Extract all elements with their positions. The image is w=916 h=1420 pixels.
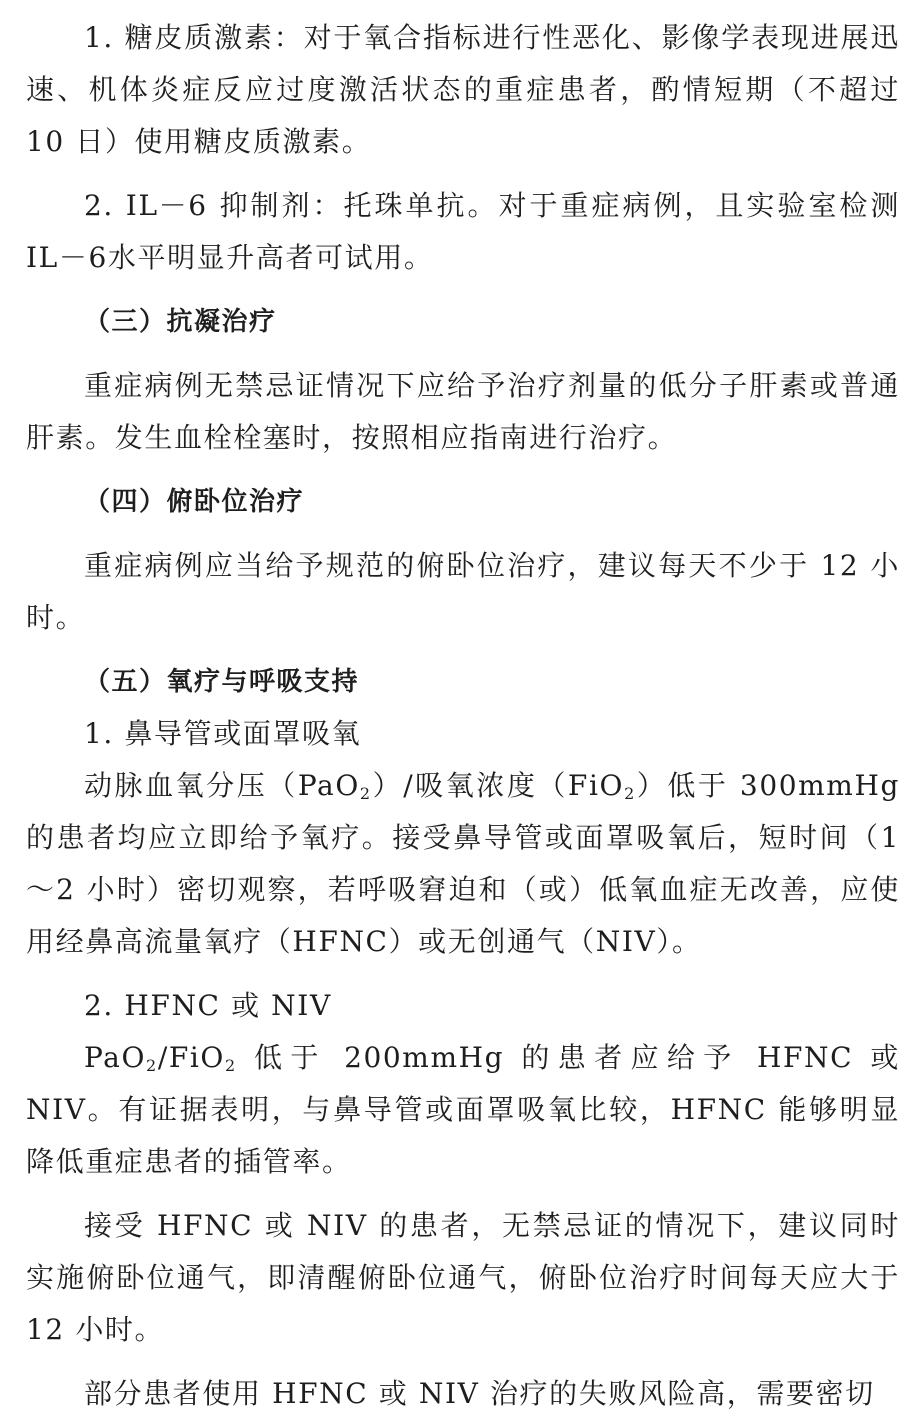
text-run: 低于 200mmHg 的患者应给予 HFNC 或 NIV。有证据表明，与鼻导管或面罩吸氧比较，HFNC 能够明显降低重症患者的插管率。	[26, 1041, 900, 1178]
document-page	[26, 12, 900, 1420]
subscript: 2	[146, 1056, 158, 1075]
section-heading-anticoagulation: （三）抗凝治疗	[84, 307, 277, 337]
subheading-nasal-cannula: 1. 鼻导管或面罩吸氧	[84, 717, 362, 750]
section-heading-oxygen-therapy: （五）氧疗与呼吸支持	[84, 667, 360, 697]
paragraph-anticoagulation: 重症病例无禁忌证情况下应给予治疗剂量的低分子肝素或普通肝素。发生血栓栓塞时，按照相应指南进行治疗。	[26, 369, 900, 454]
paragraph-corticosteroids: 1. 糖皮质激素：对于氧合指标进行性恶化、影像学表现进展迅速、机体炎症反应过度激活状态的重症患者，酌情短期（不超过 10 日）使用糖皮质激素。	[26, 21, 900, 158]
subscript: 2	[224, 1056, 237, 1075]
subscript: 2	[624, 784, 636, 803]
paragraph-awake-prone: 接受 HFNC 或 NIV 的患者，无禁忌证的情况下，建议同时实施俯卧位通气，即清醒俯卧位通气，俯卧位治疗时间每天应大于 12 小时。	[26, 1209, 900, 1346]
subscript: 2	[359, 784, 372, 803]
text-run: 动脉血氧分压（PaO	[84, 769, 360, 802]
paragraph-nasal-cannula	[26, 760, 900, 968]
paragraph-hfnc-niv	[26, 1032, 900, 1188]
section-heading-prone-position: （四）俯卧位治疗	[84, 487, 305, 517]
text-run: ）/吸氧浓度（FiO	[371, 769, 625, 802]
paragraph-prone-position: 重症病例应当给予规范的俯卧位治疗，建议每天不少于 12 小时。	[26, 549, 900, 634]
text-run: ）低于 300mmHg 的患者均应立即给予氧疗。接受鼻导管或面罩吸氧后，短时间（1～2 小时）密切观察，若呼吸窘迫和（或）低氧血症无改善，应使用经鼻高流量氧疗（HFNC）或无创通气（NIV）。	[26, 769, 901, 958]
text-run: PaO	[84, 1041, 147, 1074]
paragraph-il6-inhibitor: 2. IL－6 抑制剂：托珠单抗。对于重症病例，且实验室检测 IL－6水平明显升高者可试用。	[26, 189, 900, 274]
paragraph-failure-risk: 部分患者使用 HFNC 或 NIV 治疗的失败风险高，需要密切	[84, 1377, 875, 1410]
subheading-hfnc-niv: 2. HFNC 或 NIV	[84, 989, 332, 1022]
text-run: /FiO	[157, 1041, 225, 1074]
